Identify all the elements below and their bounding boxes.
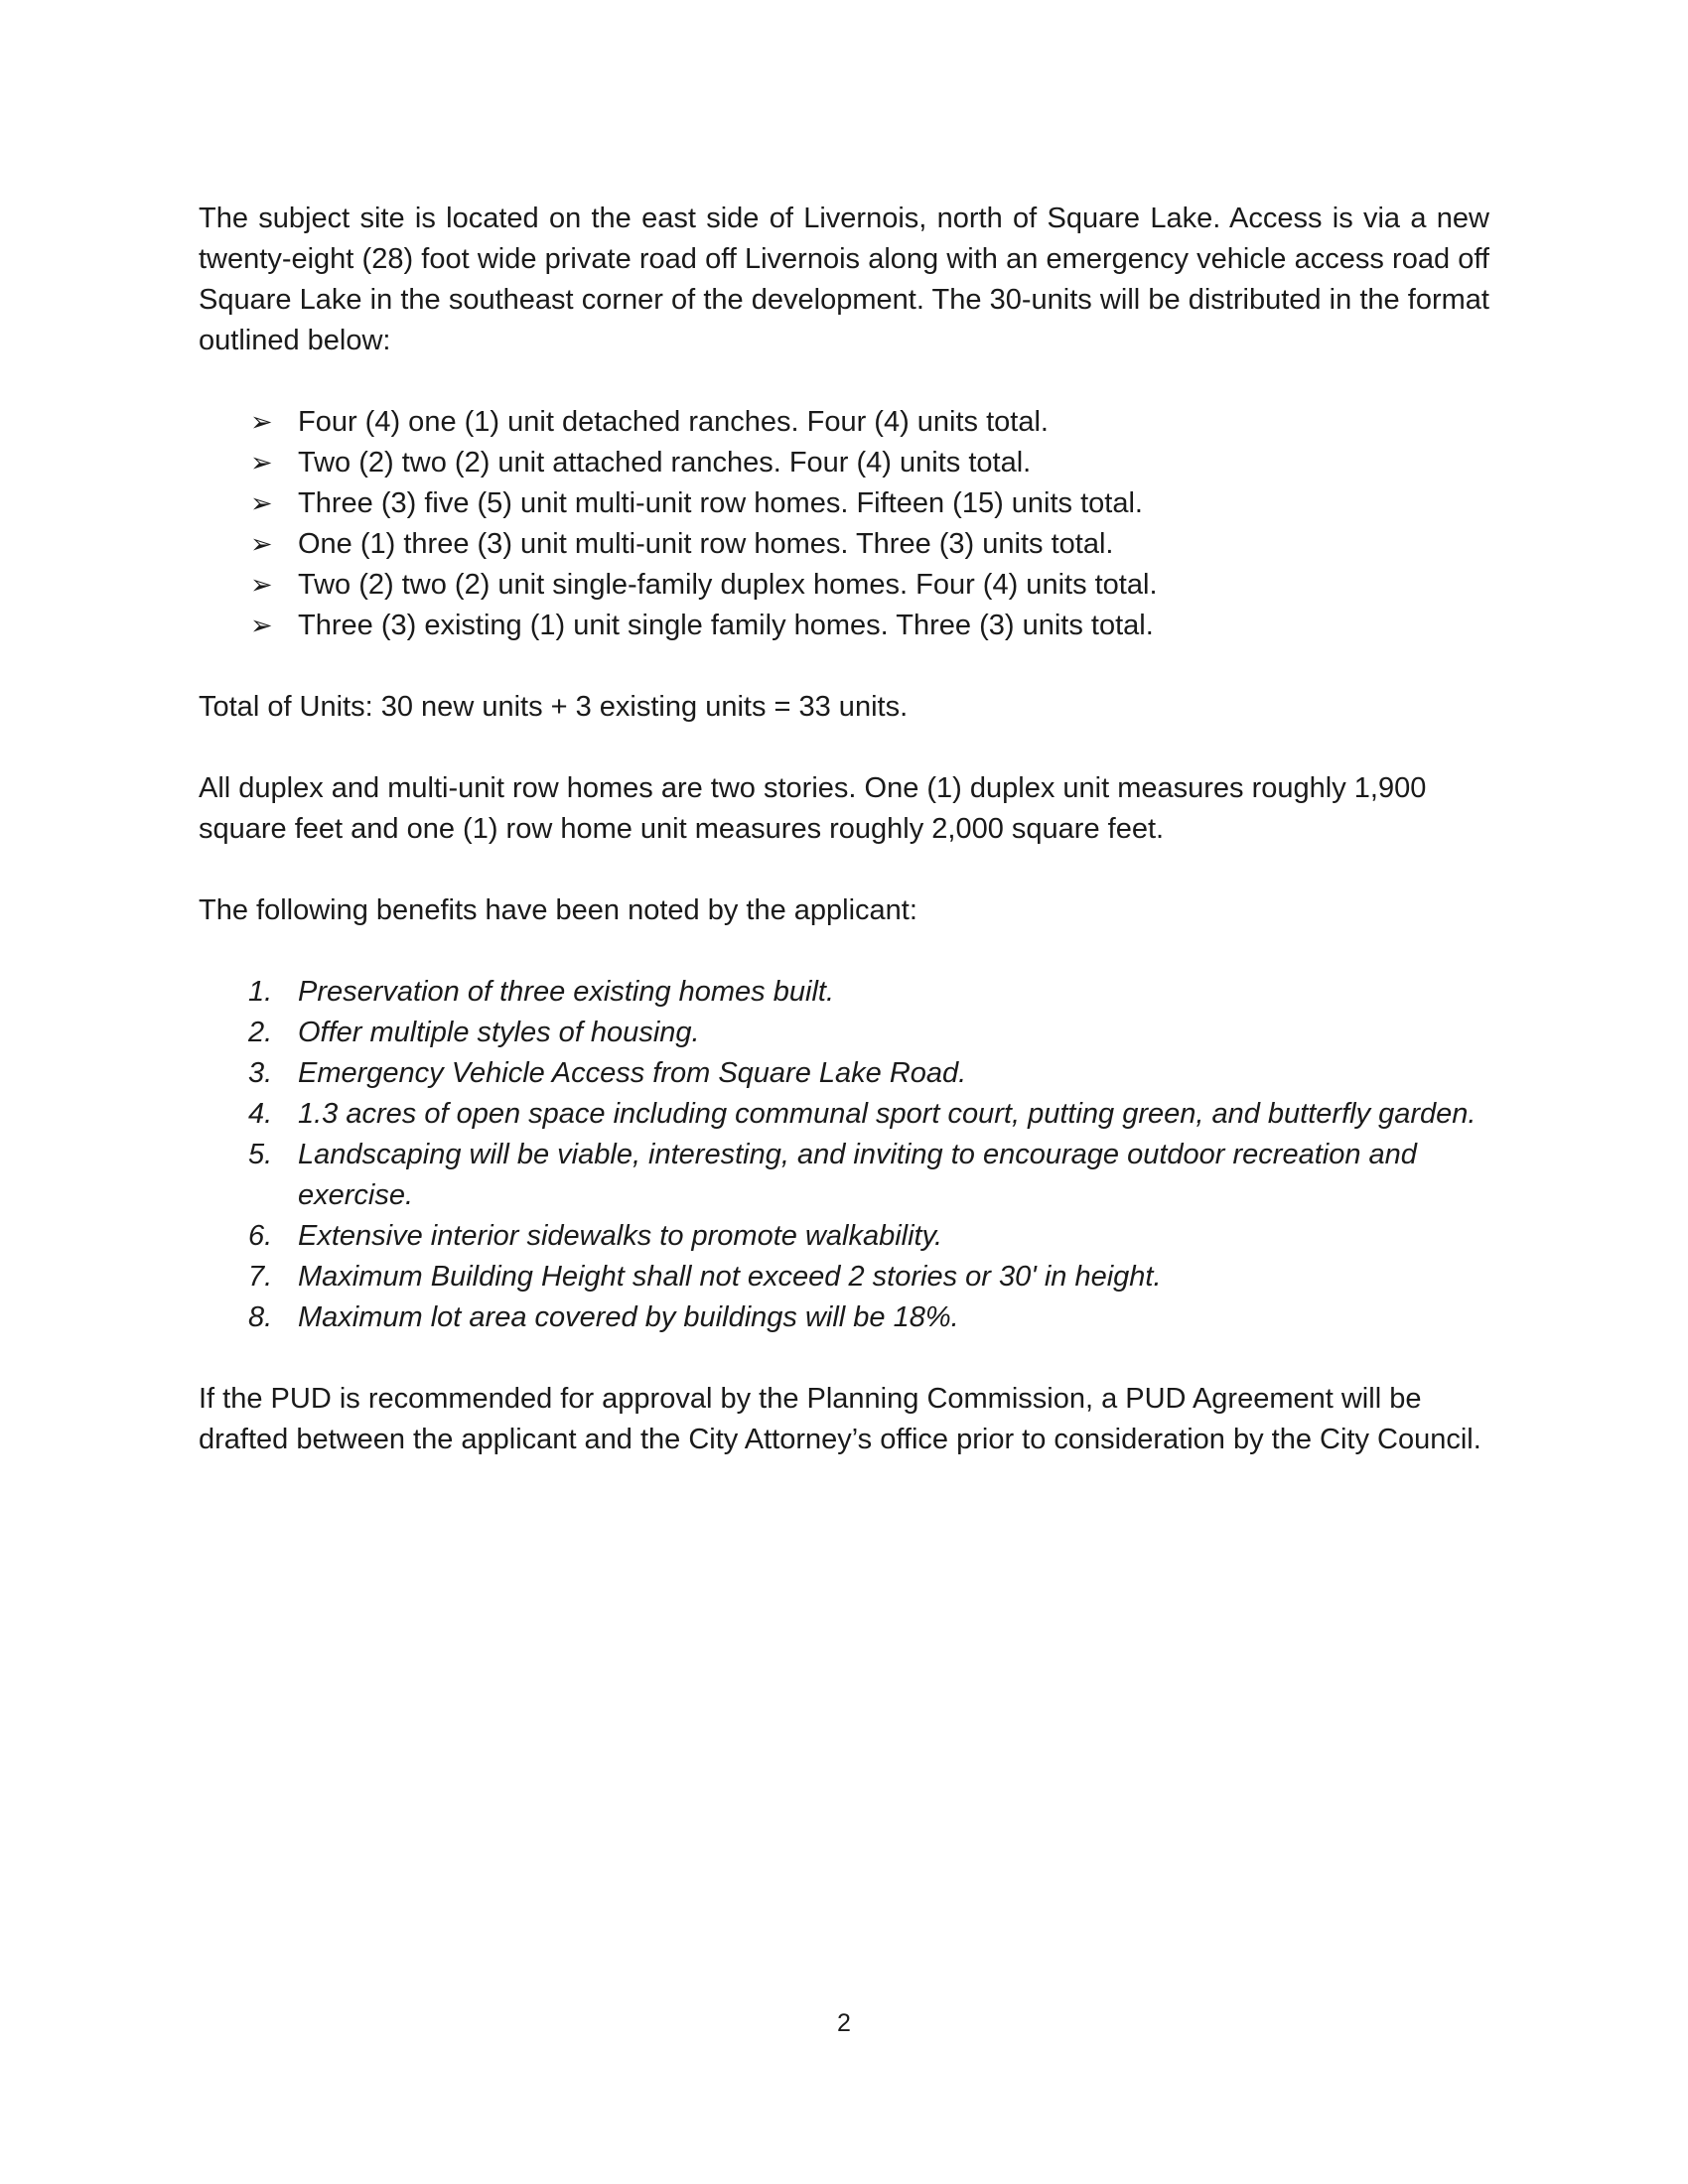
list-item bbox=[199, 565, 1489, 606]
list-item-text: Three (3) five (5) unit multi-unit row homes. Fifteen (15) units total. bbox=[298, 487, 1143, 519]
list-item bbox=[199, 1053, 1489, 1094]
spacer bbox=[199, 361, 1489, 402]
total-units-line: Total of Units: 30 new units + 3 existing units = 33 units. bbox=[199, 691, 909, 723]
list-item-text: Two (2) two (2) unit single-family duplex homes. Four (4) units total. bbox=[298, 569, 1158, 601]
list-number: 8. bbox=[248, 1301, 273, 1333]
arrow-bullet-icon: ➢ bbox=[250, 488, 273, 519]
size-paragraph: All duplex and multi-unit row homes are two stories. One (1) duplex unit measures roughly 1,900 square feet and one (1) row home unit measures roughly 2,000 square feet. bbox=[199, 772, 1427, 845]
list-number: 4. bbox=[248, 1098, 273, 1130]
list-item-text: Maximum Building Height shall not exceed 2 stories or 30' in height. bbox=[298, 1261, 1162, 1293]
list-number: 6. bbox=[248, 1220, 273, 1252]
list-item-text: Maximum lot area covered by buildings will be 18%. bbox=[298, 1301, 959, 1333]
spacer bbox=[199, 931, 1489, 972]
list-item bbox=[199, 1257, 1489, 1297]
list-number: 3. bbox=[248, 1057, 273, 1089]
list-item-text: Preservation of three existing homes built. bbox=[298, 976, 834, 1008]
list-number: 2. bbox=[248, 1017, 273, 1048]
list-item-text: Landscaping will be viable, interesting, and inviting to encourage outdoor recreation and exercise. bbox=[298, 1139, 1417, 1211]
list-number: 5. bbox=[248, 1139, 273, 1170]
list-item bbox=[199, 972, 1489, 1013]
benefits-intro: The following benefits have been noted by the applicant: bbox=[199, 894, 917, 926]
list-item-text: Extensive interior sidewalks to promote walkability. bbox=[298, 1220, 943, 1252]
spacer bbox=[199, 728, 1489, 768]
list-item-text: 1.3 acres of open space including communal sport court, putting green, and butterfly garden. bbox=[298, 1098, 1477, 1130]
list-item-text: Emergency Vehicle Access from Square Lake Road. bbox=[298, 1057, 967, 1089]
closing-paragraph: If the PUD is recommended for approval by the Planning Commission, a PUD Agreement will be drafted between the applicant and the City Attorney’s office prior to consideration by the City Council. bbox=[199, 1383, 1481, 1455]
intro-paragraph: The subject site is located on the east side of Livernois, north of Square Lake. Access is via a new twenty-eight (28) foot wide private road off Livernois along with an emergency vehicle access road off Square Lake in the southeast corner of the development. The 30-units will be distributed in the format outlined below: bbox=[199, 203, 1489, 356]
page-number: 2 bbox=[837, 2009, 851, 2037]
list-item-text: Three (3) existing (1) unit single family homes. Three (3) units total. bbox=[298, 610, 1154, 641]
list-item bbox=[199, 483, 1489, 524]
list-item bbox=[199, 402, 1489, 443]
arrow-bullet-icon: ➢ bbox=[250, 611, 273, 641]
page-content bbox=[199, 199, 1489, 1460]
spacer bbox=[199, 1338, 1489, 1379]
spacer bbox=[199, 850, 1489, 890]
list-item-text: One (1) three (3) unit multi-unit row homes. Three (3) units total. bbox=[298, 528, 1114, 560]
list-item-text: Offer multiple styles of housing. bbox=[298, 1017, 700, 1048]
list-item bbox=[199, 524, 1489, 565]
list-number: 7. bbox=[248, 1261, 273, 1293]
arrow-bullet-icon: ➢ bbox=[250, 407, 273, 438]
arrow-bullet-icon: ➢ bbox=[250, 448, 273, 478]
list-number: 1. bbox=[248, 976, 273, 1008]
list-item bbox=[199, 1297, 1489, 1338]
list-item bbox=[199, 443, 1489, 483]
list-item bbox=[199, 1013, 1489, 1053]
list-item-text: Four (4) one (1) unit detached ranches. Four (4) units total. bbox=[298, 406, 1049, 438]
spacer bbox=[199, 646, 1489, 687]
list-item bbox=[199, 1135, 1489, 1216]
list-item bbox=[199, 1216, 1489, 1257]
benefits-list bbox=[199, 972, 1489, 1338]
list-item bbox=[199, 606, 1489, 646]
arrow-bullet-icon: ➢ bbox=[250, 570, 273, 601]
list-item-text: Two (2) two (2) unit attached ranches. Four (4) units total. bbox=[298, 447, 1032, 478]
unit-list bbox=[199, 402, 1489, 646]
list-item bbox=[199, 1094, 1489, 1135]
arrow-bullet-icon: ➢ bbox=[250, 529, 273, 560]
